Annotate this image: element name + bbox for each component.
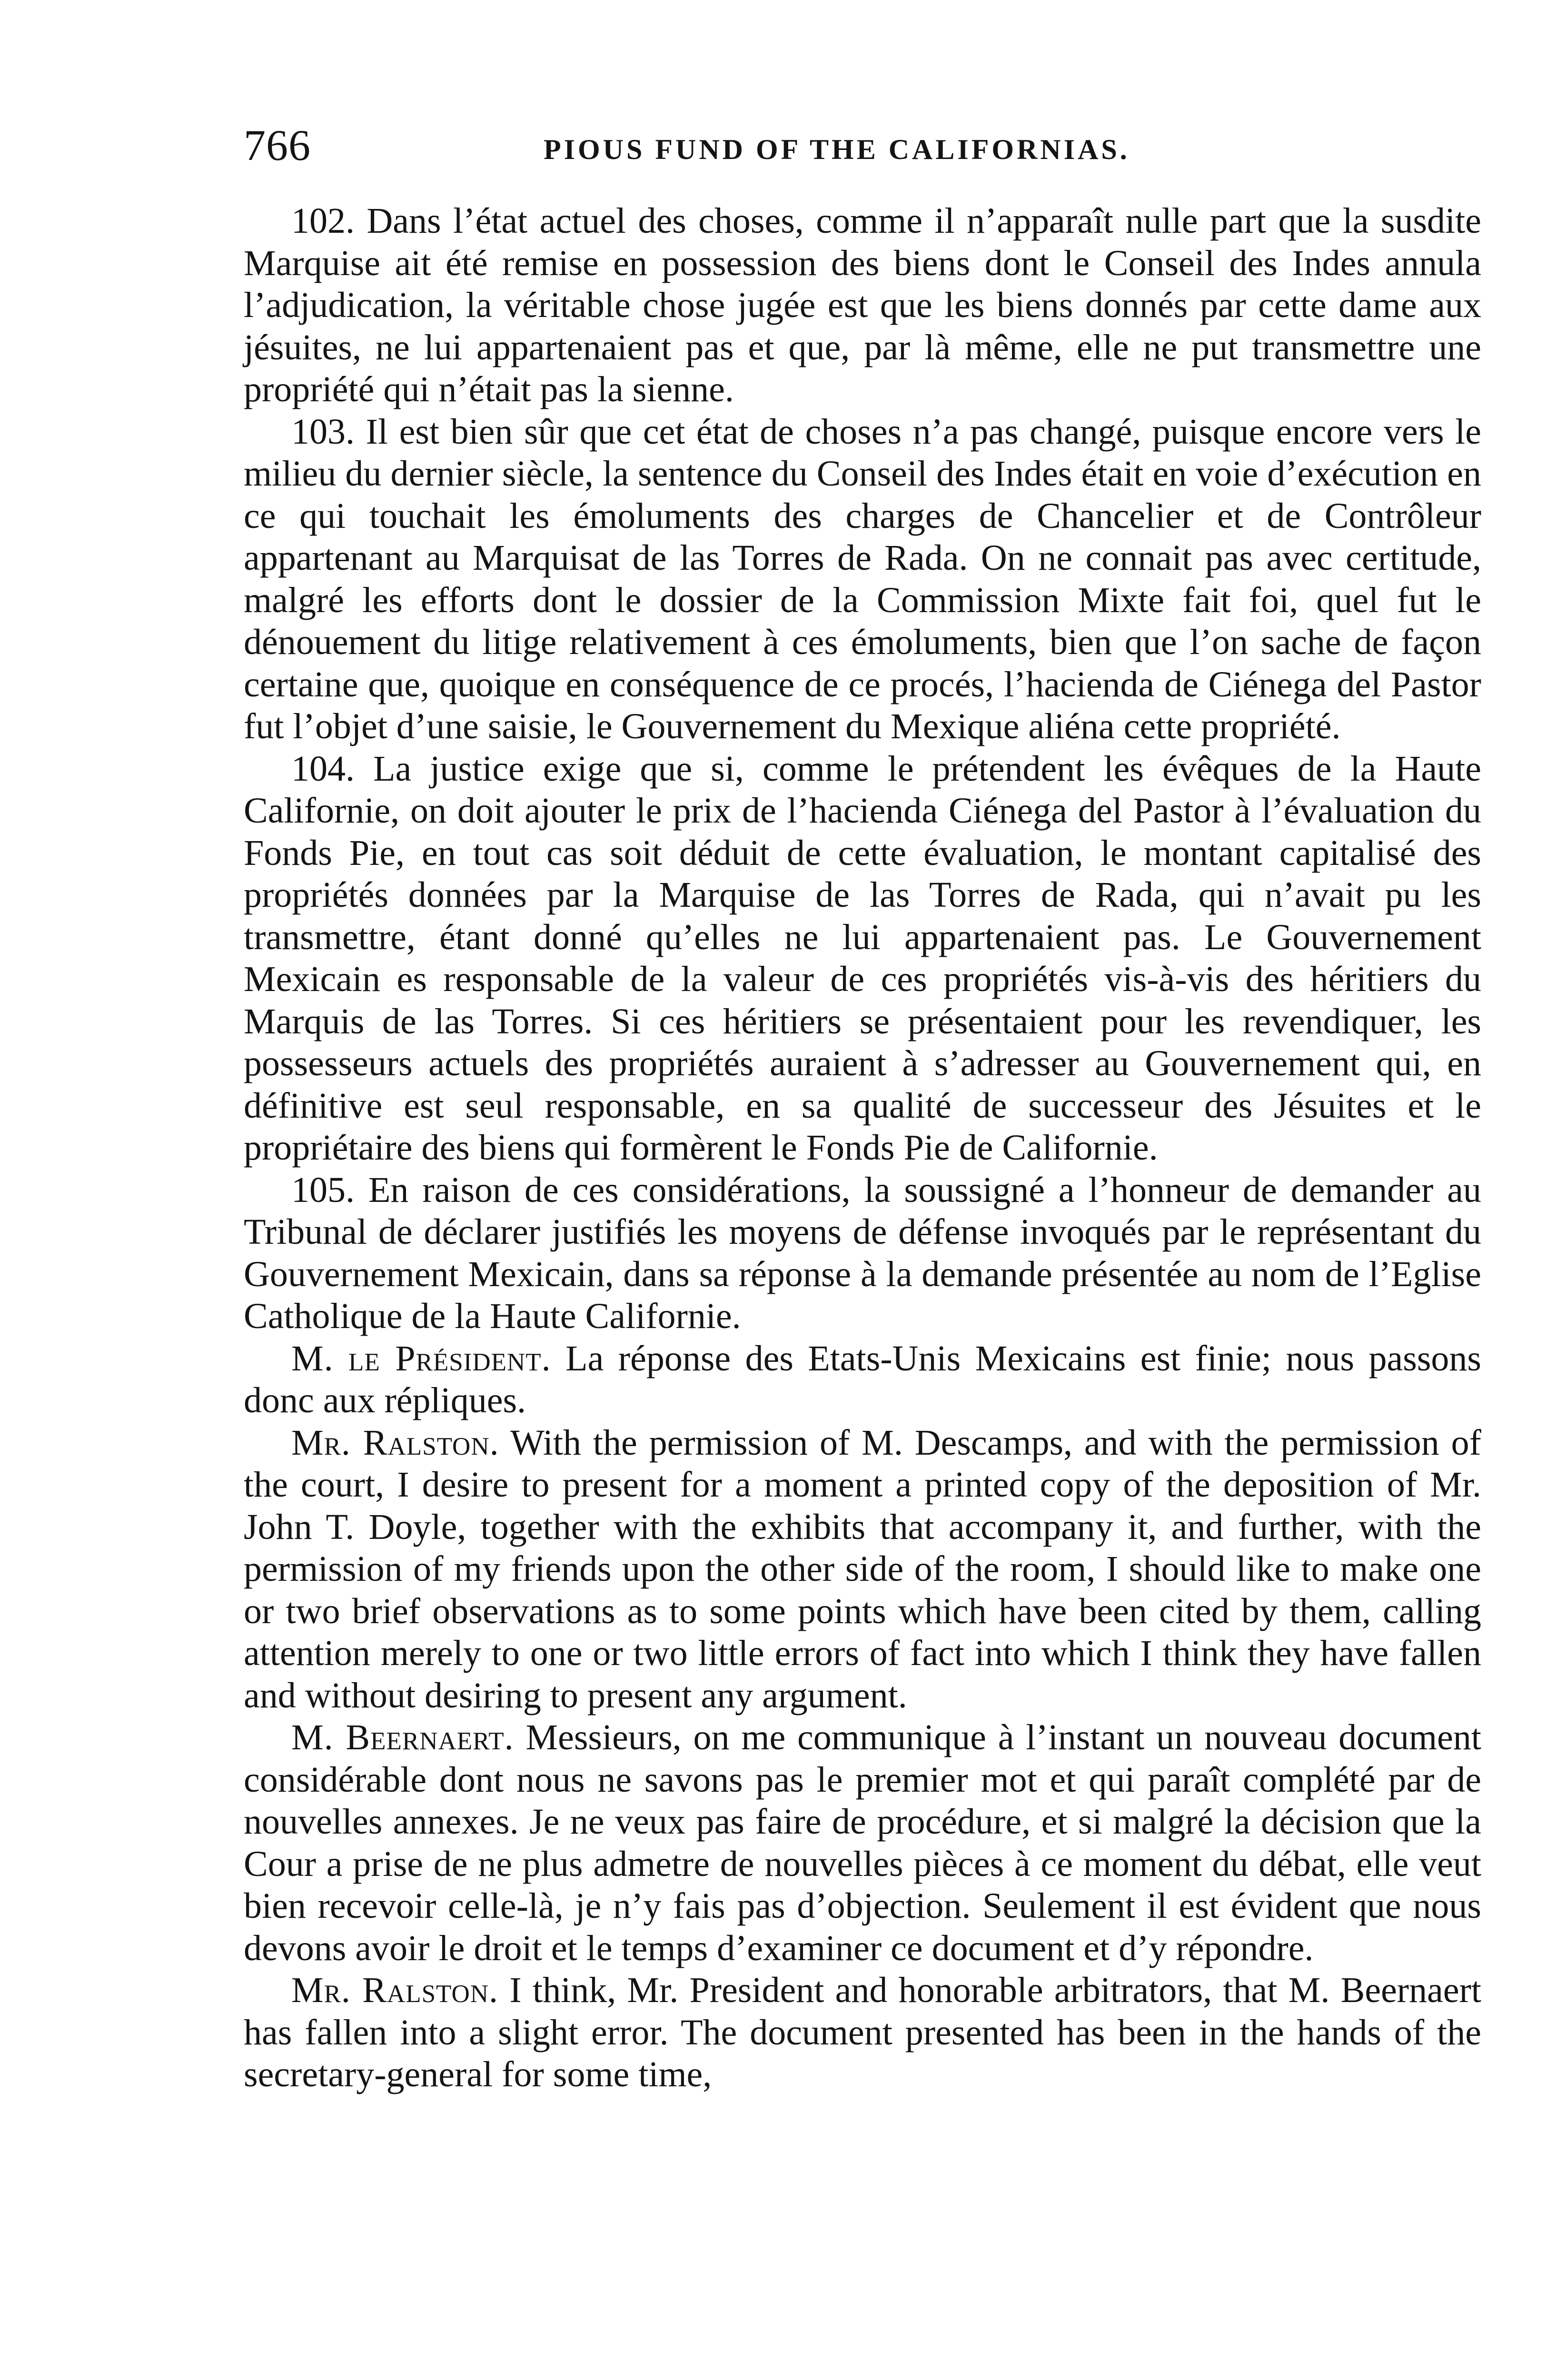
paragraph-text: 105. En raison de ces considérations, la soussigné a l’honneur de demander au Tribunal de déclarer justifiés les moyens de défense invoqués par le représentant du Gouvernement Mexicain, dans sa réponse à la demande présentée au nom de l’Eglise Catholique de la Haute Californie. [244, 1170, 1481, 1336]
speaker-name: Mr. Ralston. [291, 1422, 499, 1463]
paragraph-105 [244, 1169, 1481, 1338]
paragraph-ralston-1 [244, 1422, 1481, 1717]
paragraph-text: I think, Mr. President and honorable arbitrators, that M. Beernaert has fallen into a slight error. The document presented has been in the hands of the secretary-general for some time, [244, 1970, 1482, 2094]
page-header [244, 119, 1481, 176]
paragraph-104 [244, 748, 1481, 1169]
paragraph-text: 102. Dans l’état actuel des choses, comme il n’apparaît nulle part que la susdite Marquise ait été remise en possession des biens dont le Conseil des Indes annula l’adjudication, la véritable chose jugée est que les biens donnés par cette dame aux jésuites, ne lui appartenaient pas et que, par là même, elle ne put transmettre une propriété qui n’était pas la sienne. [244, 201, 1481, 409]
speaker-name: Mr. Ralston. [291, 1970, 499, 2010]
paragraph-president [244, 1338, 1481, 1422]
speaker-name: M. le Président. [291, 1338, 551, 1378]
speaker-name: M. Beernaert. [291, 1717, 514, 1757]
paragraph-ralston-2 [244, 1969, 1481, 2096]
paragraph-text: 104. La justice exige que si, comme le prétendent les évêques de la Haute Californie, on doit ajouter le prix de l’hacienda Ciénega del Pastor à l’évaluation du Fonds Pie, en tout cas soit déduit de cette évaluation, le montant capitalisé des propriétés données par la Marquise de las Torres de Rada, qui n’avait pu les transmettre, étant donné qu’elles ne lui appartenaient pas. Le Gouvernement Mexicain es responsable de la valeur de ces propriétés vis-à-vis des héritiers du Marquis de las Torres. Si ces héritiers se présentaient pour les revendiquer, les possesseurs actuels des propriétés auraient à s’adresser au Gouvernement qui, en définitive est seul responsable, en sa qualité de successeur des Jésuites et le propriétaire des biens qui formèrent le Fonds Pie de Californie. [244, 748, 1481, 1168]
body-text [244, 200, 1481, 2096]
paragraph-103 [244, 411, 1481, 748]
running-head: PIOUS FUND OF THE CALIFORNIAS. [544, 134, 1130, 165]
paragraph-beernaert [244, 1716, 1481, 1969]
paragraph-102 [244, 200, 1481, 411]
paragraph-text: La réponse des Etats-Unis Mexicains est finie; nous passons donc aux répliques. [244, 1338, 1481, 1420]
paragraph-text: 103. Il est bien sûr que cet état de choses n’a pas changé, puisque encore vers le milieu du dernier siècle, la sentence du Conseil des Indes était en voie d’exécution en ce qui touchait les émoluments des charges de Chancelier et de Contrôleur appartenant au Marquisat de las Torres de Rada. On ne connait pas avec certitude, malgré les efforts dont le dossier de la Commission Mixte fait foi, quel fut le dénouement du litige relativement à ces émoluments, bien que l’on sache de façon certaine que, quoique en conséquence de ce procés, l’hacienda de Ciénega del Pastor fut l’objet d’une saisie, le Gouvernement du Mexique aliéna cette propriété. [244, 411, 1481, 746]
paragraph-text: Messieurs, on me communique à l’instant un nouveau document considérable dont nous ne savons pas le premier mot et qui paraît complété par de nouvelles annexes. Je ne veux pas faire de procédure, et si malgré la décision que la Cour a prise de ne plus admetre de nouvelles pièces à ce moment du débat, elle veut bien recevoir celle-là, je n’y fais pas d’objection. Seulement il est évident que nous devons avoir le droit et le temps d’examiner ce document et d’y répondre. [244, 1717, 1482, 1968]
paragraph-text: With the permission of M. Descamps, and with the permission of the court, I desire to present for a moment a printed copy of the deposition of Mr. John T. Doyle, together with the exhibits that accompany it, and further, with the permission of my friends upon the other side of the room, I should like to make one or two brief observations as to some points which have been cited by them, calling attention merely to one or two little errors of fact into which I think they have fallen and without desiring to present any argument. [244, 1422, 1481, 1716]
page-number: 766 [244, 121, 311, 169]
